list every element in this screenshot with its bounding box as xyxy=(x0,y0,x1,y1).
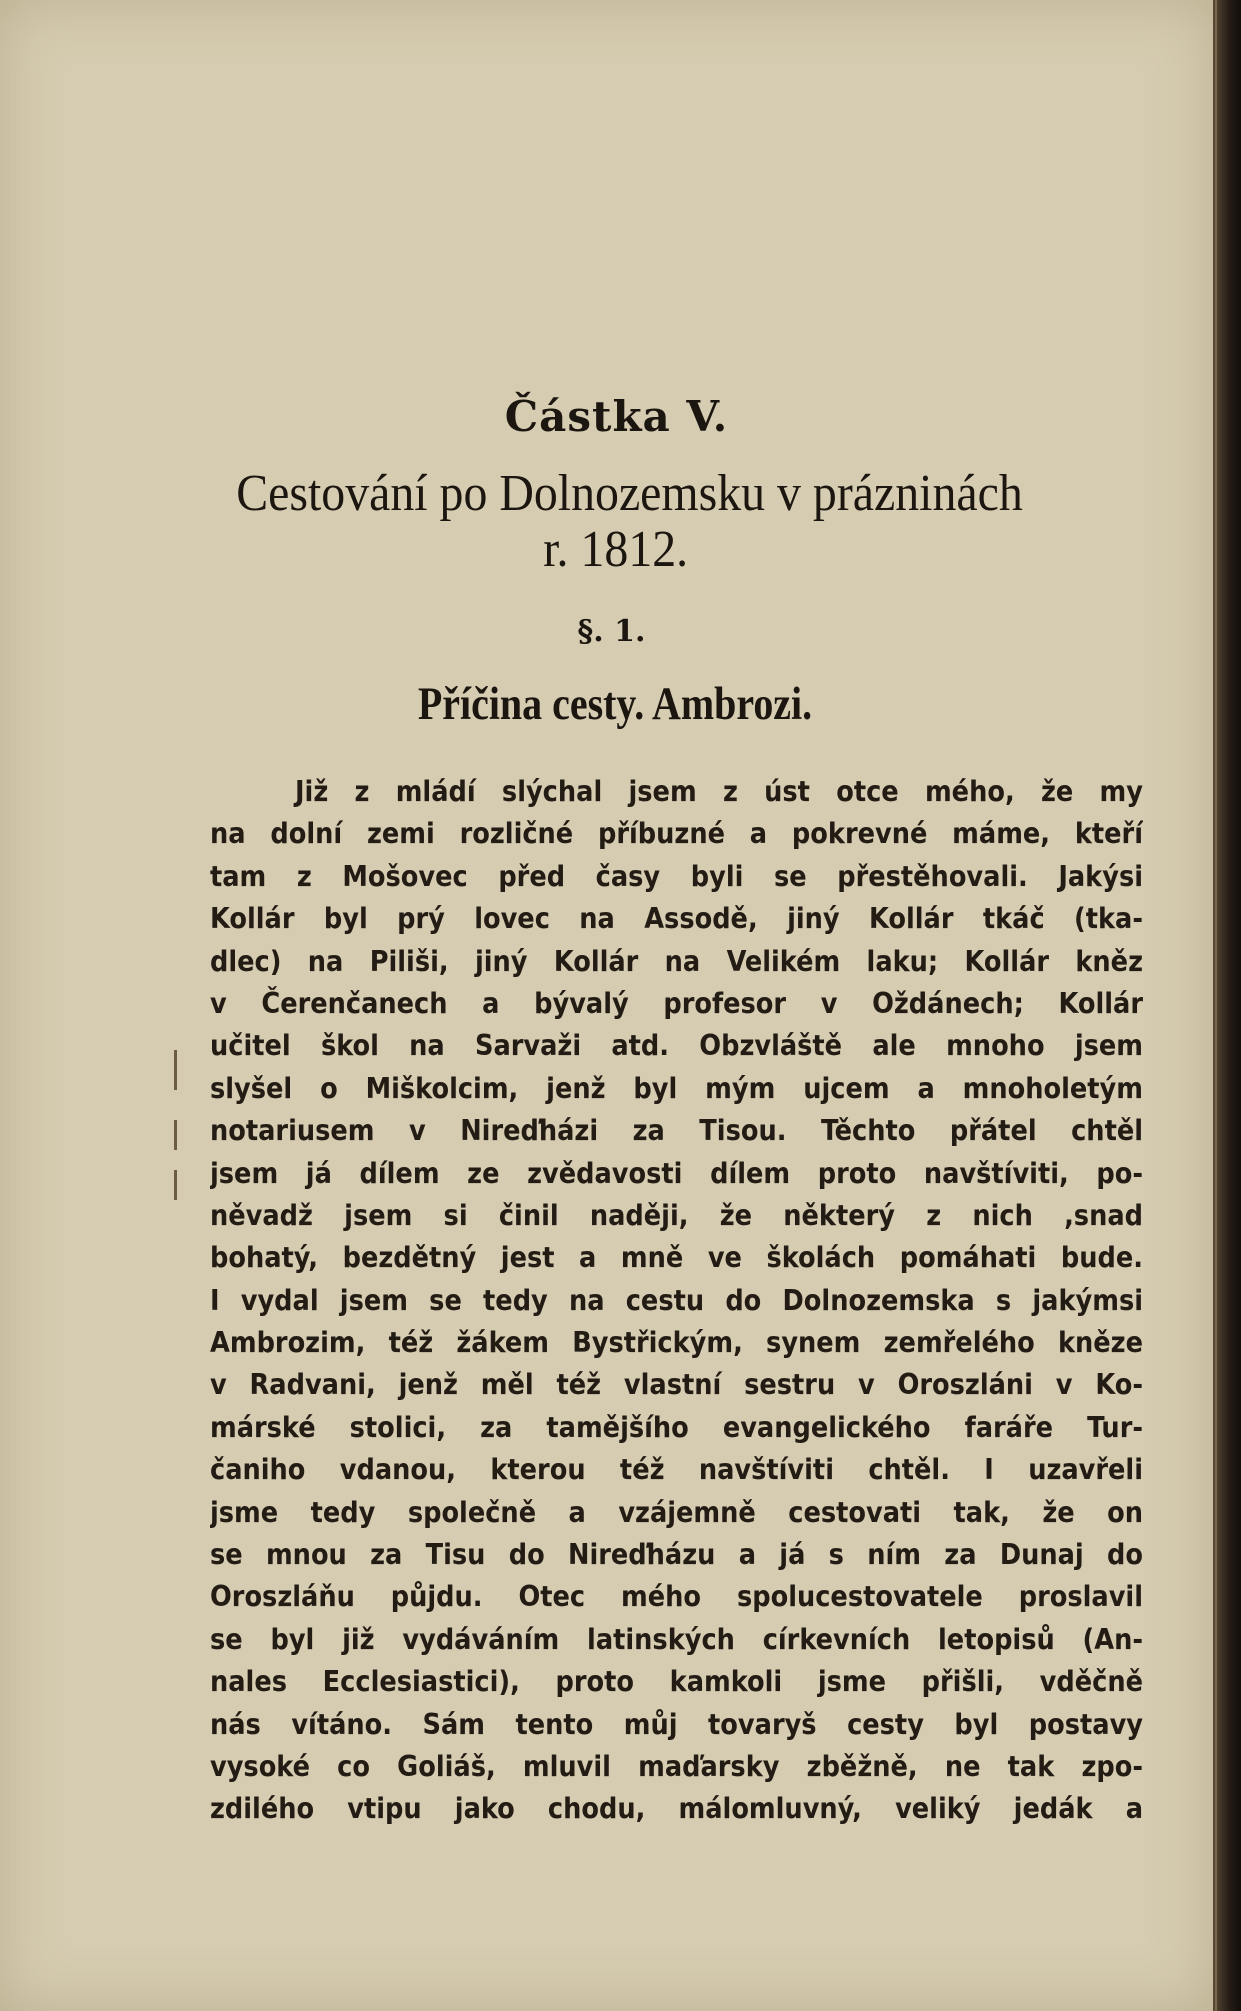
text-line: se mnou za Tisu do Nireďházu a já s ním za Dunaj do xyxy=(210,1538,1143,1572)
text-line: márské stolici, za tamějšího evangelického faráře Tur- xyxy=(210,1410,1143,1444)
text-line: Oroszláňu půjdu. Otec mého spolucestovatele proslavil xyxy=(210,1580,1143,1614)
section-number: §. 1. xyxy=(577,614,646,649)
text-line: v Čerenčanech a bývalý profesor v Oždánech; Kollár xyxy=(210,986,1143,1020)
text-line: Ambrozim, též žákem Bystřickým, synem zemřelého kněze xyxy=(210,1326,1143,1360)
body-paragraph xyxy=(210,771,1143,1831)
margin-mark xyxy=(174,1050,177,1090)
text-line: zdilého vtipu jako chodu, málomluvný, veliký jedák a xyxy=(210,1792,1143,1826)
text-line: Kollár byl prý lovec na Assodě, jiný Kollár tkáč (tka- xyxy=(210,902,1143,936)
chapter-title-line-1: Cestování po Dolnozemsku v prázninách xyxy=(236,465,1023,522)
text-line: tam z Mošovec před časy byli se přestěhovali. Jakýsi xyxy=(210,859,1143,893)
text-line: slyšel o Miškolcim, jenž byl mým ujcem a mnoholetým xyxy=(210,1071,1143,1105)
text-line: v Radvani, jenž měl též vlastní sestru v Oroszláni v Ko- xyxy=(210,1368,1143,1402)
part-heading: Částka V. xyxy=(504,392,729,441)
section-title: Příčina cesty. Ambrozi. xyxy=(417,678,813,730)
text-line: učitel škol na Sarvaži atd. Obzvláště ale mnoho jsem xyxy=(210,1029,1143,1063)
text-line: jsem já dílem ze zvědavosti dílem proto navštíviti, po- xyxy=(210,1156,1143,1190)
text-line: jsme tedy společně a vzájemně cestovati tak, že on xyxy=(210,1495,1143,1529)
text-line: I vydal jsem se tedy na cestu do Dolnozemska s jakýmsi xyxy=(210,1283,1143,1317)
text-line: bohatý, bezdětný jest a mně ve školách pomáhati bude. xyxy=(210,1241,1143,1275)
text-line: něvadž jsem si činil naději, že některý z nich ,snad xyxy=(210,1198,1143,1232)
text-line: nás vítáno. Sám tento můj tovaryš cesty byl postavy xyxy=(210,1707,1143,1741)
book-spine-edge xyxy=(1213,0,1241,2011)
text-line: vysoké co Goliáš, mluvil maďarsky zběžně, ne tak zpo- xyxy=(210,1749,1143,1783)
margin-mark xyxy=(174,1120,177,1150)
text-line: čaniho vdanou, kterou též navštíviti chtěl. I uzavřeli xyxy=(210,1453,1143,1487)
text-line: se byl již vydáváním latinských církevních letopisů (An- xyxy=(210,1622,1143,1656)
margin-mark xyxy=(174,1170,177,1200)
text-line: dlec) na Piliši, jiný Kollár na Velikém laku; Kollár kněz xyxy=(210,944,1143,978)
chapter-title-line-2: r. 1812. xyxy=(543,521,689,578)
text-line: Již z mládí slýchal jsem z úst otce mého, že my xyxy=(295,775,1143,808)
text-line: notariusem v Nireďházi za Tisou. Těchto přátel chtěl xyxy=(210,1114,1143,1148)
text-line: nales Ecclesiastici), proto kamkoli jsme přišli, vděčně xyxy=(210,1665,1143,1699)
text-line: na dolní zemi rozličné příbuzné a pokrevné máme, kteří xyxy=(210,817,1143,851)
